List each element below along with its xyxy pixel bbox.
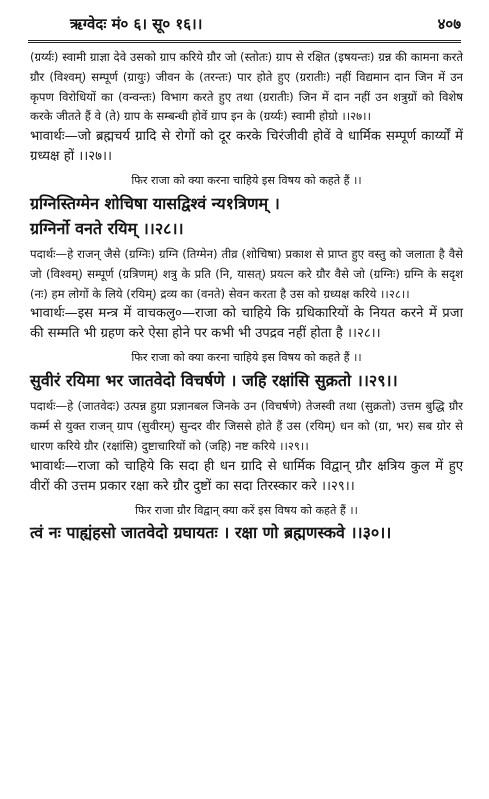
bhavartha-paragraph: भावार्थः—इस मन्त्र में वाचकलु०—राजा को चाहिये कि ग्रधिकारियों के नियत करने में प्रजा की सम्मति भी ग्रहण करे ऐसा होने पर कभी भी उपद्रव नहीं होता है ।।२८।। bbox=[30, 306, 463, 342]
bhavartha-paragraph: भावार्थः—जो ब्रह्मचर्य ग्रादि से रोगों को दूर करके चिरंजीवी होवें वे धार्मिक सम्पूर्ण कार्य्यों में ग्रध्यक्ष हों ।।२७।। bbox=[30, 129, 463, 165]
padartha-paragraph: पदार्थः—हे (जातवेदः) उत्पन्न हुग्रा प्रज्ञानबल जिनके उन (विचर्षणे) तेजस्वी तथा (सुक्रतो) उत्तम बुद्धि ग्रौर कर्म्म से युक्त राजन् ग्राप (सुवीरम्) सुन्दर वीर जिससे होते हैं उस (रयिम्) धन को (ग्रा, भर) सब ग्रोर से धारण करिये ग्रौर (रक्षांसि) दुष्टाचारियों को (जहि) नष्ट करिये ।।२९।। bbox=[30, 399, 463, 453]
mantra-line: ग्रग्निस्तिग्मेन शोचिषा यासद्विश्वं न्य१त्रिणम् । bbox=[30, 193, 280, 213]
topic-intro: फिर राजा ग्रौर विद्वान् क्या करें इस विषय को कहते हैं ।। bbox=[135, 503, 358, 517]
mantra-line: सुवीरं रयिमा भर जातवेदो विचर्षणे । जहि रक्षांसि सुक्रतो ।।२९।। bbox=[30, 371, 398, 391]
padartha-paragraph: पदार्थः—हे राजन् जैसे (ग्रग्निः) ग्रग्नि (तिग्मेन) तीव्र (शोचिषा) प्रकाश से प्राप्त हुए वस्तु को जलाता है वैसे जो (विश्वम्) सम्पूर्ण (ग्रत्रिणम्) शत्रु के प्रति (नि, यासत्) प्रयत्न करे ग्रौर वैसे जो (ग्रग्निः) ग्रग्नि के सदृश (नः) हम लोगों के लिये (रयिम्) द्रव्य का (वनते) सेवन करता है उस को ग्रध्यक्ष करिये ।।२८।। bbox=[30, 246, 463, 301]
padartha-paragraph: (ग्रर्य्यः) स्वामी ग्राज्ञा देवे उसको ग्राप करिये ग्रौर जो (स्तोतः) ग्राप से रक्षित (इषयन्तः) ग्रन्न की कामना करते ग्रौर (विश्वम्) सम्पूर्ण (ग्रायुः) जीवन के (तरन्तः) पार होते हुए (ग्ररातीः) नहीं विद्यमान दान जिन में उन कृपण विरोधियों का (वन्वन्तः) विभाग करते हुए तथा (ग्ररातीः) जिन में दान नहीं उन शत्रुग्रों को विशेष करके जीतते हैं वे (ते) ग्राप के सम्बन्धी होवें ग्राप इन के (ग्रर्य्यः) स्वामी होग्रो ।।२७।। bbox=[30, 50, 463, 124]
mantra-line: ग्रग्निर्नो वनते रयिम् ।।२८।। bbox=[30, 218, 184, 238]
page-number: ४०७ bbox=[437, 15, 461, 33]
header-rule bbox=[28, 40, 461, 43]
topic-intro: फिर राजा को क्या करना चाहिये इस विषय को कहते हैं ।। bbox=[131, 351, 362, 365]
page-body bbox=[30, 48, 463, 545]
header-title: ऋग्वेदः मं० ६। सू० १६।। bbox=[70, 15, 203, 33]
running-header bbox=[70, 12, 461, 34]
topic-intro: फिर राजा को क्या करना चाहिये इस विषय को कहते हैं ।। bbox=[131, 174, 362, 188]
bhavartha-paragraph: भावार्थः—राजा को चाहिये कि सदा ही धन ग्रादि से धार्मिक विद्वान् ग्रौर क्षत्रिय कुल में हुए वीरों की उत्तम प्रकार रक्षा करे ग्रौर दुष्टों का सदा तिरस्कार करे ।।२९।। bbox=[30, 458, 463, 494]
mantra-line: त्वं नः पाह्यंहसो जातवेदो ग्रघायतः । रक्षा णो ब्रह्मणस्कवे ।।३०।। bbox=[30, 523, 392, 543]
